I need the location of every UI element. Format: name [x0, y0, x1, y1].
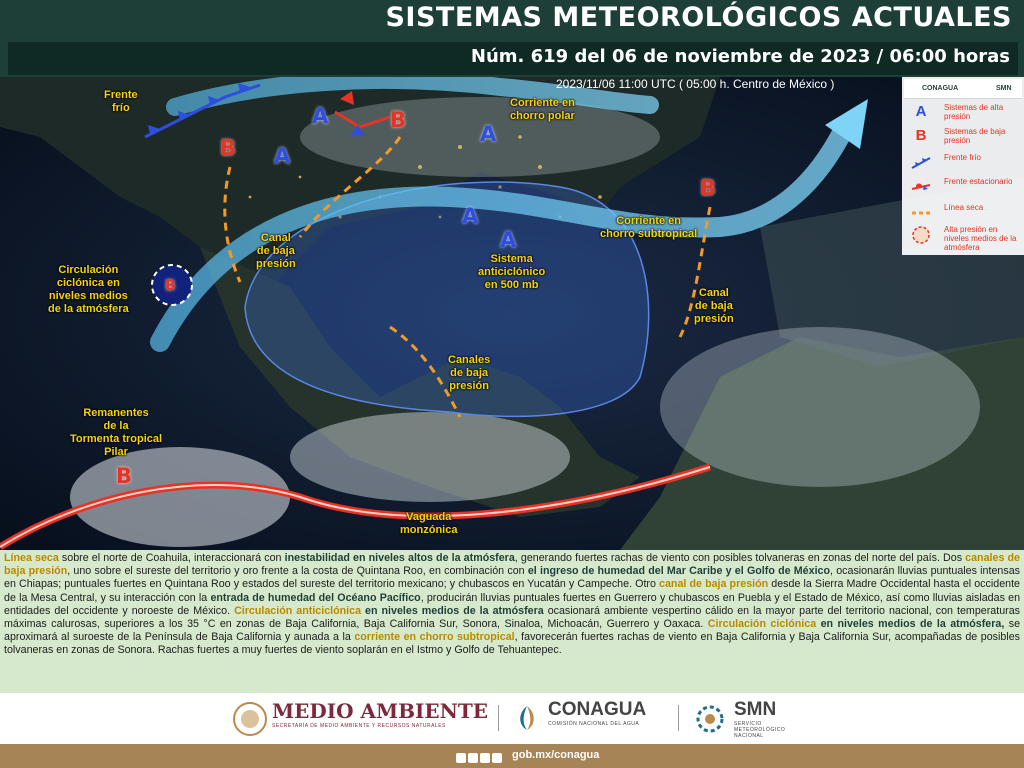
desc-text: , producirán lluvias puntuales fuertes en Guerrero y chubascos en Puebla y el Estado de México, así como lluvias aisladas en entidades del occidente y noroeste de México. [4, 591, 1021, 617]
legend-item-linea-seca [906, 201, 1024, 225]
legend-alta-niveles-label: Alta presión en niveles medios de la atmósfera [944, 225, 1017, 252]
label-circulacion: Circulación ciclónica en niveles medios de la atmósfera [48, 264, 129, 315]
medio-ambiente-sub: SECRETARÍA DE MEDIO AMBIENTE Y RECURSOS NATURALES [272, 723, 446, 729]
low-pressure-pilar: B [116, 464, 133, 488]
label-canal-baja-1: Canal de baja presión [256, 232, 296, 270]
footer-separator [498, 705, 499, 731]
footer-separator [678, 705, 679, 731]
desc-text: se aproximará al suroeste de la Península de Baja California y aunada a la [4, 618, 1021, 644]
legend-item-frente-estacionario [906, 175, 1024, 199]
low-pressure-1: B [220, 136, 237, 160]
medio-ambiente-text: MEDIO AMBIENTE [272, 699, 489, 723]
desc-hl-ciclonica: Circulación ciclónica [707, 618, 817, 631]
smn-logo-icon [694, 703, 726, 735]
legend-alta-label: Sistemas de alta presión [944, 103, 1004, 121]
high-pressure-3: A [480, 122, 497, 146]
legend-baja-symbol: B [915, 127, 927, 144]
twitter-icon[interactable] [468, 753, 478, 763]
clouds-atlantic [660, 327, 980, 487]
desc-text: ocasionará ambiente vespertino cálido en la mayor parte del territorio nacional, con temperaturas máximas calurosas, superiores a los 35 °C en zonas de Baja California, Baja California Sur, Sonora, Sinaloa, Michoacán, Guerrero y Oaxaca. [4, 604, 1020, 631]
legend-item-alta [906, 101, 1024, 125]
desc-hl-linea-seca: Línea seca [4, 552, 59, 564]
alta-presion-niveles-icon [910, 225, 932, 245]
satellite-map [0, 77, 1024, 550]
clouds-pacific [70, 447, 290, 547]
header [0, 0, 1024, 77]
legend-item-alta-niveles [906, 223, 1024, 252]
desc-text: , ocasionarán lluvias puntuales intensas en Chiapas; puntuales fuertes en Quintana Roo y estados del sureste del territorio mexicano; y chubascos en Yucatán y Campeche. Otro [4, 565, 1020, 591]
label-frente-frio: Frente frío [104, 89, 138, 114]
low-pressure-cyclonic: B [165, 278, 176, 294]
conagua-logo [548, 699, 646, 727]
conagua-url-link[interactable]: gob.mx/conagua [512, 749, 600, 761]
high-pressure-anticyclone: A [500, 228, 517, 252]
legend-linea-seca-label: Línea seca [944, 203, 984, 212]
facebook-icon[interactable] [456, 753, 466, 763]
desc-hl-niveles-medios: en niveles medios de la atmósfera [361, 604, 544, 617]
low-pressure-3: B [700, 176, 717, 200]
medio-ambiente-logo [272, 699, 488, 729]
smn-text: SMN [734, 699, 777, 720]
forecast-description [0, 550, 1024, 693]
conagua-sub: COMISIÓN NACIONAL DEL AGUA [548, 721, 640, 727]
map-legend [902, 77, 1024, 255]
desc-hl-humedad-caribe: el ingreso de humedad del Mar Caribe y el Golfo de México [527, 565, 831, 578]
desc-text: sobre el norte de Coahuila, interaccionará con [58, 552, 285, 564]
desc-hl-humedad-pacifico: entrada de humedad del Océano Pacífico [210, 591, 421, 604]
legend-item-baja [906, 125, 1024, 149]
footer-bar [0, 744, 1024, 768]
desc-text: desde la Sierra Madre Occidental hasta el occidente de la Mesa Central, y su interacción con la [4, 578, 1020, 604]
desc-text: , favorecerán fuertes rachas de viento en Baja California y Baja California Sur, acompañadas de posibles tolvaneras en zonas de Sonora. Rachas fuertes a muy fuertes de viento soplarán en el Istmo y Golfo de Tehuantepec. [4, 631, 1020, 657]
map-graphics [0, 77, 1024, 550]
high-pressure-1: A [312, 104, 329, 128]
label-canal-baja-2: Canal de baja presión [694, 287, 734, 325]
desc-hl-niveles-medios-2: en niveles medios de la atmósfera, [816, 618, 1005, 631]
desc-text: , uno sobre el sureste del territorio y oro frente a la costa de Quintana Roo, en combinación con [67, 565, 528, 578]
linea-seca-icon [910, 203, 932, 223]
utc-timestamp: 2023/11/06 11:00 UTC ( 05:00 h. Centro de México ) [556, 77, 835, 91]
legend-baja-label: Sistemas de baja presión [944, 127, 1006, 145]
youtube-icon[interactable] [492, 753, 502, 763]
legend-item-frente-frio [906, 151, 1024, 175]
conagua-text: CONAGUA [548, 699, 647, 720]
legend-conagua-logo: CONAGUA [922, 85, 959, 92]
label-chorro-subtropical: Corriente en chorro subtropical [600, 215, 698, 240]
legend-alta-symbol: A [915, 103, 927, 120]
page-title: SISTEMAS METEOROLÓGICOS ACTUALES [385, 2, 1012, 33]
smn-logo [734, 699, 794, 739]
desc-hl-anticiclonica: Circulación anticiclónica [234, 604, 362, 617]
desc-hl-inestabilidad: inestabilidad en niveles altos de la atmósfera [284, 552, 515, 564]
desc-hl-canal: canal de baja presión [659, 578, 769, 591]
desc-hl-chorro-subtropical: corriente en chorro subtropical [354, 631, 515, 644]
frente-frio-icon [910, 153, 932, 173]
label-sistema-anticiclonico: Sistema anticiclónico en 500 mb [478, 253, 546, 291]
label-chorro-polar: Corriente en chorro polar [510, 97, 575, 122]
legend-smn-logo: SMN [996, 85, 1012, 92]
social-icons [456, 750, 504, 768]
clouds-central [290, 412, 570, 502]
legend-frente-estacionario-label: Frente estacionario [944, 177, 1013, 186]
high-pressure-4: A [462, 204, 479, 228]
footer-logos [0, 693, 1024, 744]
subtitle-bar [8, 42, 1018, 75]
desc-text: , generando fuertes rachas de viento con posibles tolvaneras en zonas del norte del país. Dos [514, 552, 966, 564]
mexico-seal-icon [232, 701, 268, 737]
legend-logos [904, 79, 1022, 99]
label-vaguada-monzonica: Vaguada monzónica [400, 511, 458, 536]
low-pressure-2: B [390, 108, 407, 132]
label-canales-baja: Canales de baja presión [448, 354, 491, 392]
label-remanentes-pilar: Remanentes de la Tormenta tropical Pilar [70, 407, 163, 458]
instagram-icon[interactable] [480, 753, 490, 763]
conagua-logo-icon [512, 703, 542, 733]
desc-hl-canales: canales de baja presión [4, 552, 1020, 578]
legend-frente-frio-label: Frente frío [944, 153, 981, 162]
smn-sub: SERVICIO METEOROLÓGICO NACIONAL [734, 721, 786, 739]
frente-estacionario-icon [910, 177, 932, 197]
high-pressure-2: A [274, 144, 291, 168]
page-subtitle: Núm. 619 del 06 de noviembre de 2023 / 06:00 horas [470, 46, 1010, 67]
